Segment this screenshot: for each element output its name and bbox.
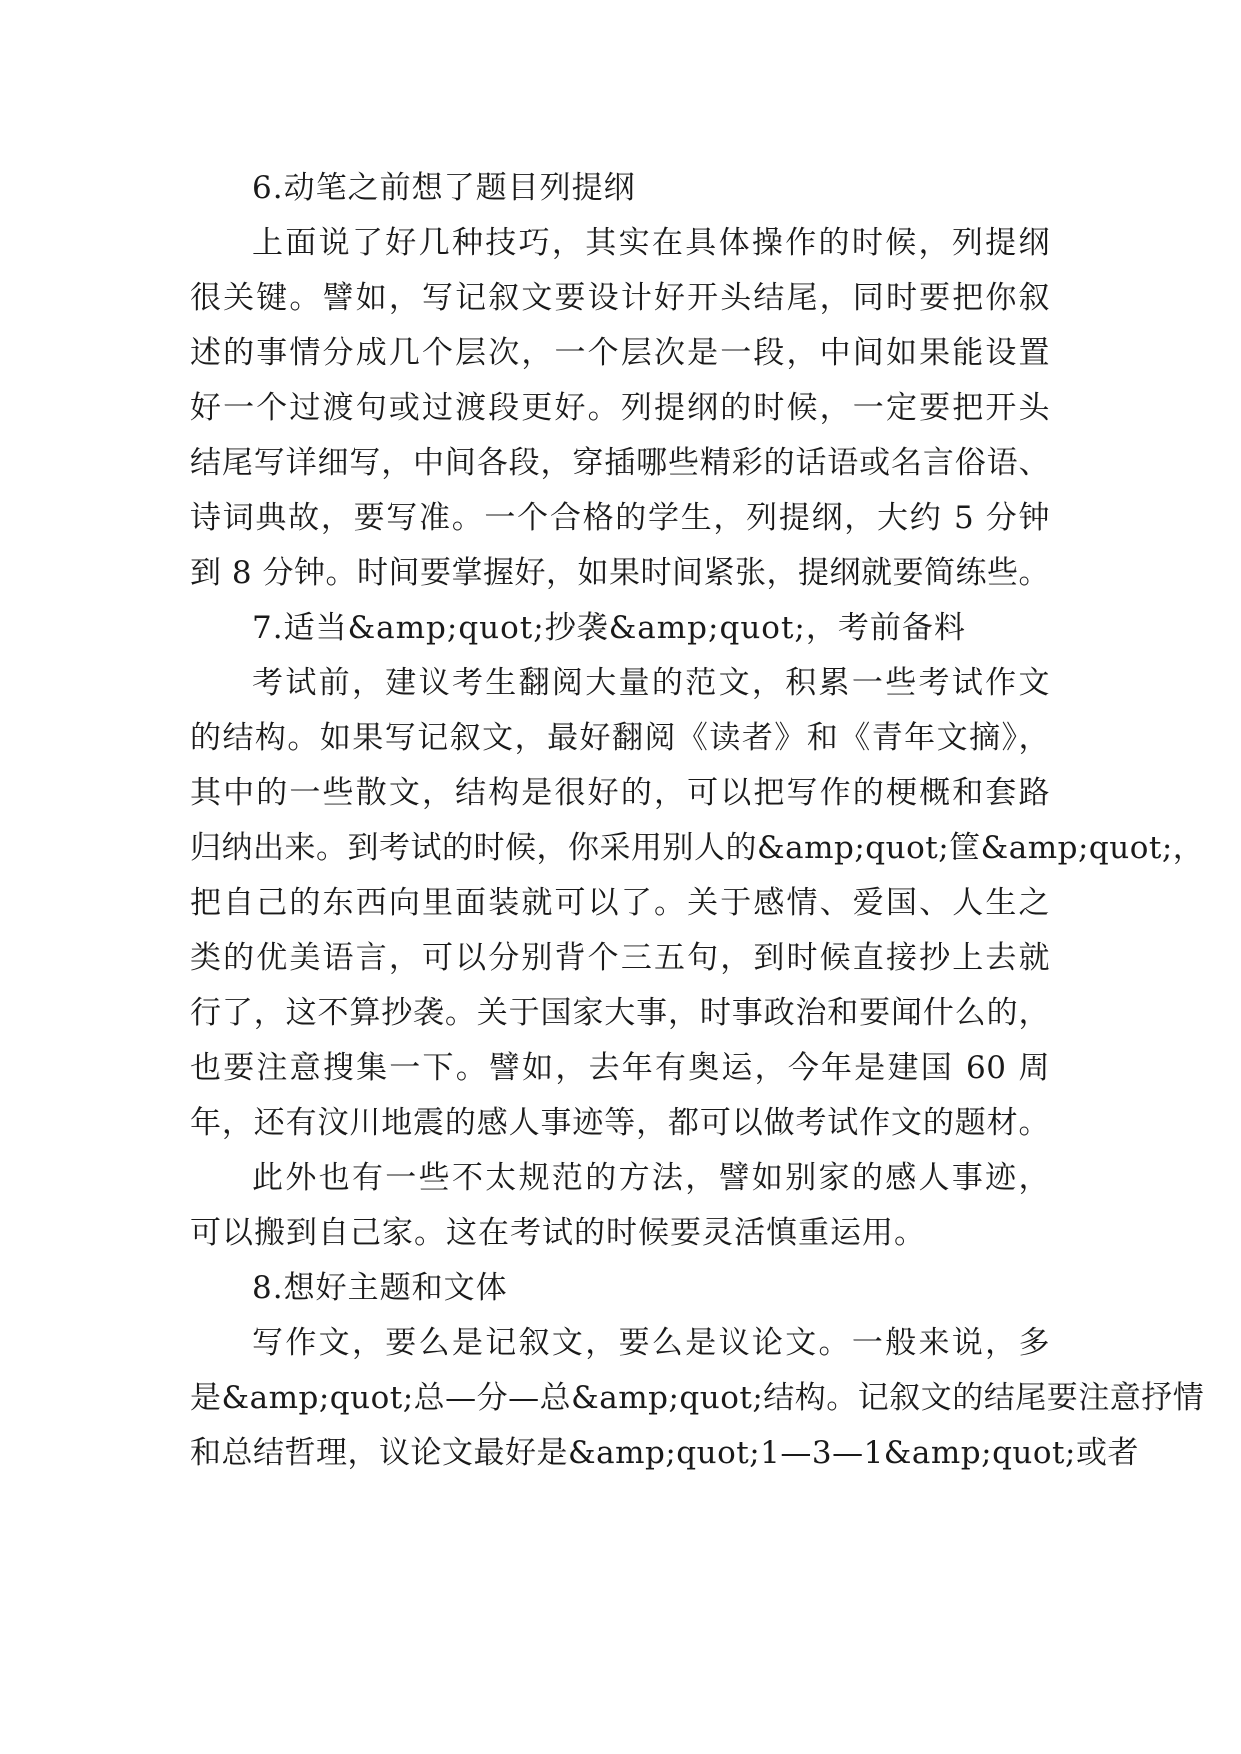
paragraph-line: 其中的一些散文，结构是很好的，可以把写作的梗概和套路 [190,775,1050,811]
paragraph-line: 上面说了好几种技巧，其实在具体操作的时候，列提纲 [252,225,1050,261]
paragraph-line: 诗词典故，要写准。一个合格的学生，列提纲，大约 5 分钟 [190,500,1050,536]
paragraph-line: 把自己的东西向里面装就可以了。关于感情、爱国、人生之 [190,885,1050,921]
section-heading-6: 6.动笔之前想了题目列提纲 [252,170,636,206]
section-heading-8: 8.想好主题和文体 [252,1270,508,1306]
paragraph-line: 到 8 分钟。时间要掌握好，如果时间紧张，提纲就要简练些。 [190,555,1050,591]
paragraph-line: 述的事情分成几个层次，一个层次是一段，中间如果能设置 [190,335,1050,371]
paragraph-line: 很关键。譬如，写记叙文要设计好开头结尾，同时要把你叙 [190,280,1050,316]
paragraph-line: 归纳出来。到考试的时候，你采用别人的&amp;quot;筐&amp;quot;， [190,830,1205,866]
paragraph-line: 写作文，要么是记叙文，要么是议论文。一般来说，多 [252,1325,1050,1361]
paragraph-line: 考试前，建议考生翻阅大量的范文，积累一些考试作文 [252,665,1050,701]
paragraph-line: 结尾写详细写，中间各段，穿插哪些精彩的话语或名言俗语、 [190,445,1050,481]
paragraph-line: 也要注意搜集一下。譬如，去年有奥运，今年是建国 60 周 [190,1050,1050,1086]
section-heading-7: 7.适当&amp;quot;抄袭&amp;quot;，考前备料 [252,610,966,646]
paragraph-line: 年，还有汶川地震的感人事迹等，都可以做考试作文的题材。 [190,1105,1050,1141]
paragraph-line: 类的优美语言，可以分别背个三五句，到时候直接抄上去就 [190,940,1050,976]
paragraph-line: 和总结哲理，议论文最好是&amp;quot;1—3—1&amp;quot;或者 [190,1435,1139,1471]
paragraph-line: 行了，这不算抄袭。关于国家大事，时事政治和要闻什么的， [190,995,1050,1031]
paragraph-line: 的结构。如果写记叙文，最好翻阅《读者》和《青年文摘》， [190,720,1050,756]
paragraph-line: 此外也有一些不太规范的方法，譬如别家的感人事迹， [252,1160,1050,1196]
paragraph-line: 好一个过渡句或过渡段更好。列提纲的时候，一定要把开头 [190,390,1050,426]
paragraph-line: 可以搬到自己家。这在考试的时候要灵活慎重运用。 [190,1215,926,1251]
paragraph-line: 是&amp;quot;总—分—总&amp;quot;结构。记叙文的结尾要注意抒情 [190,1380,1205,1416]
